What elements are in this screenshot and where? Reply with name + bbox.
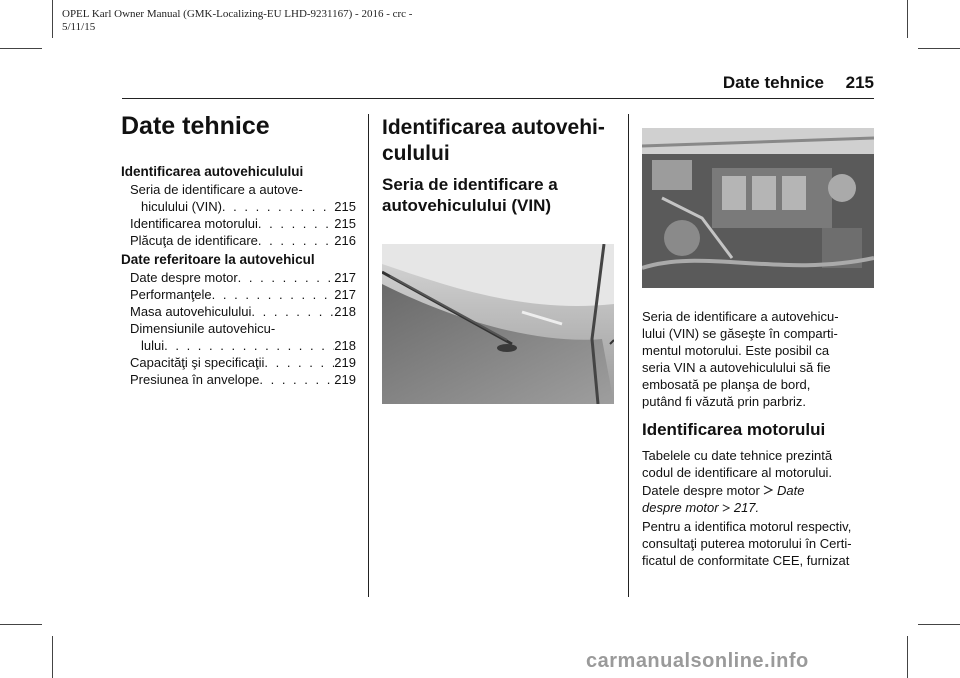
section-title: Identificarea autovehi- culului xyxy=(382,116,605,165)
crop-mark xyxy=(0,48,42,49)
toc-entry[interactable]: Capacităţi şi specificaţii . . . 219 xyxy=(130,354,356,371)
engine-data-reference: Datele despre motor Date despre motor 217. xyxy=(642,483,805,515)
toc-entry[interactable]: Masa autovehiculului . . . 218 xyxy=(130,303,356,320)
crop-mark xyxy=(52,636,53,678)
vin-location-paragraph: Seria de identificare a autovehicu- lului (VIN) se găseşte în comparti- mentul motorului. Este posibil ca seria VIN a autovehiculului să fie embosată pe planşa de bord, putând fi văzută prin parbriz. xyxy=(642,309,839,409)
engine-id-paragraph: Tabelele cu date tehnice prezintă codul de identificare al motorului. xyxy=(642,448,833,480)
crop-mark xyxy=(0,624,42,625)
toc-entry[interactable]: Dimensiunile autovehicu- xyxy=(130,321,276,336)
engine-data-page-link[interactable]: 217. xyxy=(733,500,760,515)
toc-entry[interactable]: Date despre motor . . . 217 xyxy=(130,269,356,286)
column-divider xyxy=(368,114,369,597)
running-header-title: Date tehnice xyxy=(722,73,824,92)
toc-section-heading: Date referitoare la autovehicul xyxy=(121,252,315,267)
engine-power-paragraph: Pentru a identifica motorul respectiv, consultaţi puterea motorului în Certi- ficatul de conformitate CEE, furnizat xyxy=(642,519,852,568)
toc-entry[interactable]: Identificarea motorului . . . 215 xyxy=(130,215,356,232)
print-metadata: OPEL Karl Owner Manual (GMK-Localizing-EU LHD-9231167) - 2016 - crc - 5/11/15 xyxy=(62,8,413,33)
toc-section-2 xyxy=(130,269,356,388)
toc-entry-cont[interactable]: hiculului (VIN) . . . 215 xyxy=(130,198,356,215)
subsection-title: Seria de identificare a autovehiculului (VIN) xyxy=(382,175,558,215)
page-number: 215 xyxy=(845,73,874,92)
toc-section-1 xyxy=(130,181,356,249)
crop-mark xyxy=(907,636,908,678)
cross-reference-arrow-icon xyxy=(722,500,734,515)
crop-mark xyxy=(918,624,960,625)
cross-reference-arrow-icon xyxy=(763,483,777,498)
vin-windshield-photo xyxy=(382,244,614,404)
column-divider xyxy=(628,114,629,597)
toc-entry[interactable]: Presiunea în anvelope . . . 219 xyxy=(130,371,356,388)
toc-entry-cont[interactable]: lului . . . 218 xyxy=(130,337,356,354)
toc-section-heading: Identificarea autovehiculului xyxy=(121,164,304,179)
crop-mark xyxy=(918,48,960,49)
engine-data-link[interactable]: despre motor xyxy=(642,500,719,515)
toc-entry[interactable]: Plăcuţa de identificare . . . 216 xyxy=(130,232,356,249)
crop-mark xyxy=(907,0,908,38)
watermark: carmanualsonline.info xyxy=(586,650,809,672)
engine-id-heading: Identificarea motorului xyxy=(642,420,826,439)
engine-compartment-photo xyxy=(642,128,874,288)
chapter-title: Date tehnice xyxy=(121,112,270,140)
toc-entry[interactable]: Seria de identificare a autove- xyxy=(130,182,303,197)
header-rule xyxy=(122,98,874,99)
crop-mark xyxy=(52,0,53,38)
toc-entry[interactable]: Performanţele . . . 217 xyxy=(130,286,356,303)
